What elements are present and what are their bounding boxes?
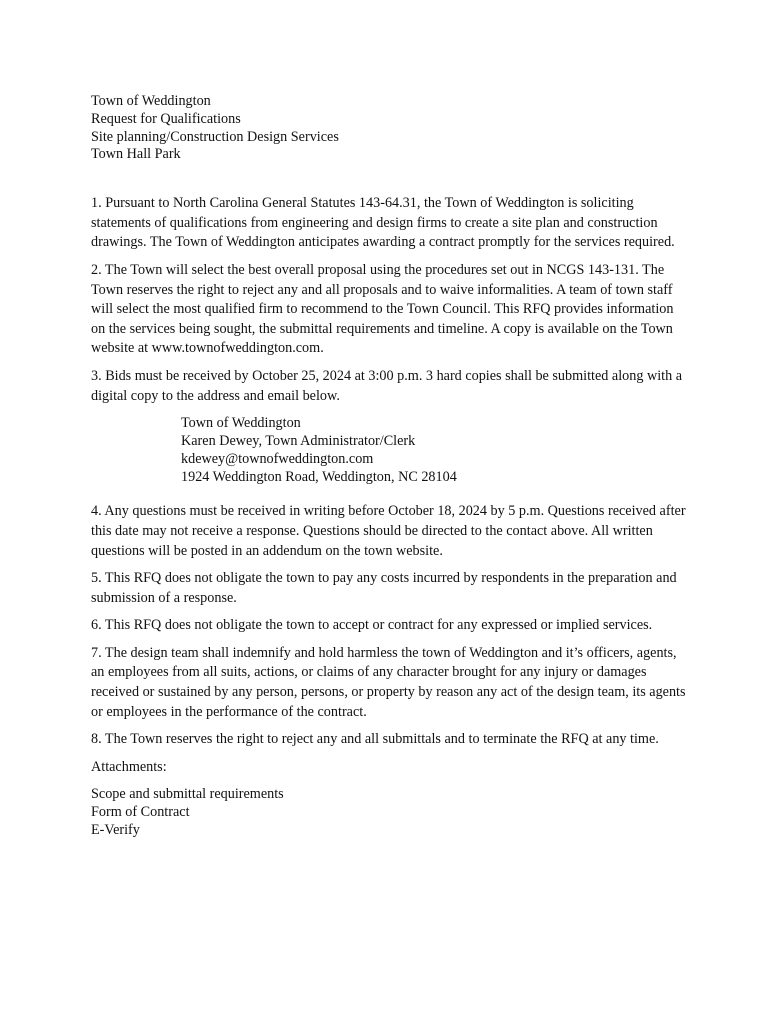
attachments-heading: Attachments: xyxy=(91,758,167,775)
address-block xyxy=(181,415,691,486)
paragraph-1: 1. Pursuant to North Carolina General Statutes 143-64.31, the Town of Weddington is soliciting statements of qualifications from engineering and design firms to create a site plan and construction drawings. The Town of Weddington anticipates awarding a contract promptly for the services required. xyxy=(91,195,675,251)
paragraph-3: 3. Bids must be received by October 25, 2024 at 3:00 p.m. 3 hard copies shall be submitted along with a digital copy to the address and email below. xyxy=(91,367,683,404)
paragraph-5: 5. This RFQ does not obligate the town to pay any costs incurred by respondents in the preparation and submission of a response. xyxy=(91,570,677,606)
address-contact: Karen Dewey, Town Administrator/Clerk xyxy=(181,432,416,449)
document-page xyxy=(91,93,691,840)
paragraph-6: 6. This RFQ does not obligate the town to accept or contract for any expressed or implied services. xyxy=(91,617,653,634)
paragraph-2: 2. The Town will select the best overall proposal using the procedures set out in NCGS 143-131. The Town reserves the right to reject any and all proposals and to waive informalities. A team of town staff will select the most qualified firm to recommend to the Town Council. This RFQ provides information on the services being sought, the submittal requirements and timeline. A copy is available on the Town website at www.townofweddington.com. xyxy=(91,261,674,357)
attachments-list xyxy=(91,786,691,839)
document-header xyxy=(91,93,691,164)
header-request-title: Request for Qualifications xyxy=(91,110,241,127)
header-project: Town Hall Park xyxy=(91,146,181,163)
header-services: Site planning/Construction Design Services xyxy=(91,128,339,145)
address-street: 1924 Weddington Road, Weddington, NC 28104 xyxy=(181,468,457,485)
attachment-item: Scope and submittal requirements xyxy=(91,786,284,803)
address-email: kdewey@townofweddington.com xyxy=(181,450,374,467)
attachment-item: Form of Contract xyxy=(91,804,190,821)
paragraph-7: 7. The design team shall indemnify and hold harmless the town of Weddington and it’s officers, agents, an employees from all suits, actions, or claims of any character brought for any injury or damages received or sustained by any person, persons, or property by reason any act of the design team, its agents or employees in the performance of the contract. xyxy=(91,644,686,720)
paragraph-8: 8. The Town reserves the right to reject any and all submittals and to terminate the RFQ at any time. xyxy=(91,731,659,748)
header-town-name: Town of Weddington xyxy=(91,93,211,109)
attachment-item: E-Verify xyxy=(91,822,140,839)
address-org: Town of Weddington xyxy=(181,415,301,432)
paragraph-4: 4. Any questions must be received in writing before October 18, 2024 by 5 p.m. Questions received after this date may not receive a response. Questions should be directed to the contact above. All written questions will be posted in an addendum on the town website. xyxy=(91,503,686,559)
